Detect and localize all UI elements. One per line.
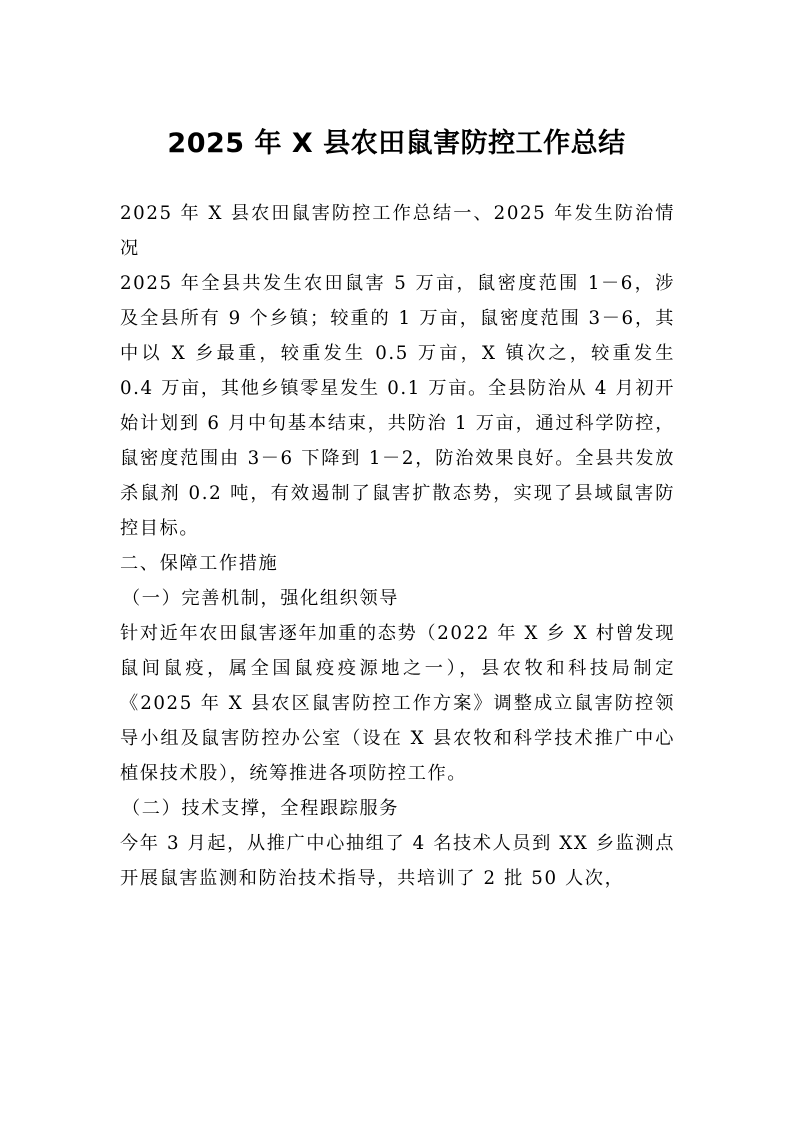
section-heading-measures: 二、保障工作措施 [120,553,279,574]
paragraph-situation: 2025 年全县共发生农田鼠害 5 万亩，鼠密度范围 1－6，涉及全县所有 9 个乡镇；较重的 1 万亩，鼠密度范围 3－6，其中以 X 乡最重，较重发生 0.5 万亩，X 镇次之，较重发生 0.4 万亩，其他乡镇零星发生 0.1 万亩。全县防治从 4 月初开始计划到 6 月中旬基本结束，共防治 1 万亩，通过科学防控，鼠密度范围由 3－6 下降到 1－2，防治效果良好。全县共发放杀鼠剂 0.2 吨，有效遏制了鼠害扩散态势，实现了县域鼠害防控目标。 [120,273,675,539]
paragraph-mechanism: 针对近年农田鼠害逐年加重的态势（2022 年 X 乡 X 村曾发现鼠间鼠疫，属全国鼠疫疫源地之一），县农牧和科技局制定《2025 年 X 县农区鼠害防控工作方案》调整成立鼠害防控领导小组及鼠害防控办公室（设在 X 县农牧和科学技术推广中心植保技术股），统筹推进各项防控工作。 [120,623,675,784]
document-body [120,196,675,896]
subsection-heading-2: （二）技术支撑，全程跟踪服务 [122,798,400,819]
subsection-heading-1: （一）完善机制，强化组织领导 [122,588,400,609]
document-title: 2025 年 X 县农田鼠害防控工作总结 [167,128,626,159]
paragraph-intro-heading: 2025 年 X 县农田鼠害防控工作总结一、2025 年发生防治情况 [120,203,675,259]
paragraph-technical-support: 今年 3 月起，从推广中心抽组了 4 名技术人员到 XX 乡监测点开展鼠害监测和防治技术指导，共培训了 2 批 50 人次， [120,833,675,889]
